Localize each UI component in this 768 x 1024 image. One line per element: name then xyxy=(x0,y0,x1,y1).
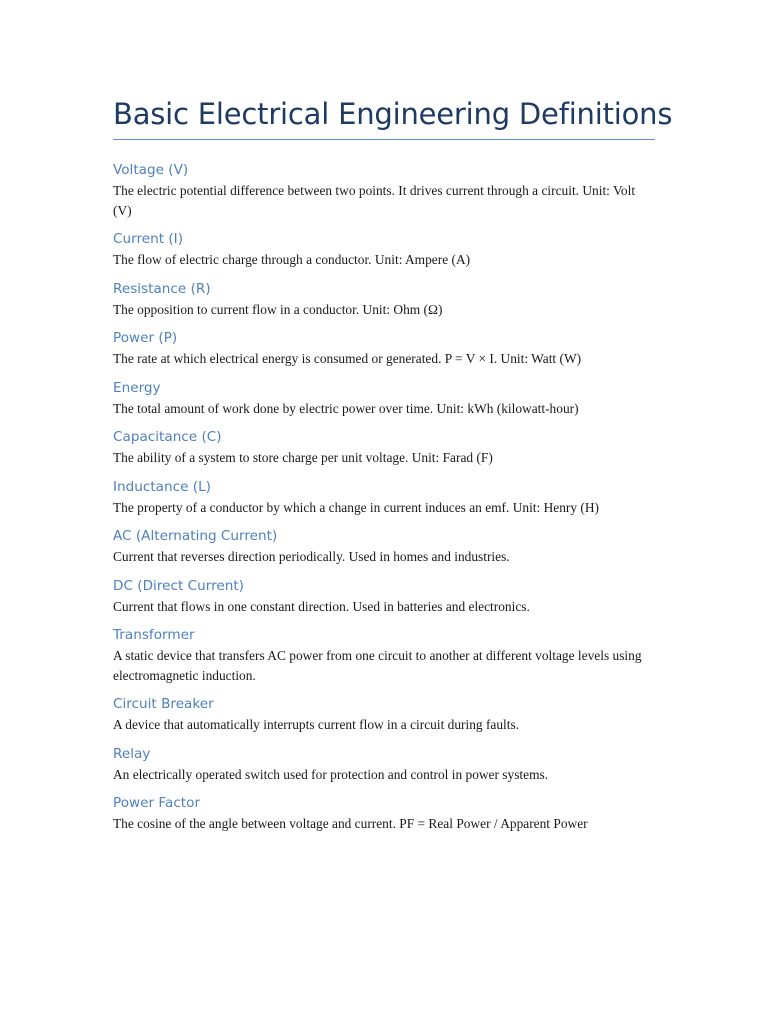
term-heading: Capacitance (C) xyxy=(113,429,222,445)
definition-entry-capacitance xyxy=(113,426,656,468)
definition-text: The opposition to current flow in a conductor. Unit: Ohm (Ω) xyxy=(113,301,443,317)
page-title: Basic Electrical Engineering Definitions xyxy=(113,97,673,131)
term-heading: Inductance (L) xyxy=(113,478,211,495)
term-heading: Relay xyxy=(113,745,151,762)
term-heading: AC (Alternating Current) xyxy=(113,528,278,544)
definition-entry-power xyxy=(113,327,656,369)
definition-text: The cosine of the angle between voltage and current. PF = Real Power / Apparent Power xyxy=(113,816,588,831)
term-heading: Resistance (R) xyxy=(113,280,211,297)
definition-text: A device that automatically interrupts current flow in a circuit during faults. xyxy=(113,717,520,732)
definition-text: The electric potential difference between two points. It drives current through a circuit. Unit: Volt (V) xyxy=(113,183,636,218)
definition-entry-inductance xyxy=(113,476,656,518)
term-heading: Circuit Breaker xyxy=(113,696,214,712)
definition-entry-transformer xyxy=(113,624,656,685)
term-heading: Transformer xyxy=(113,627,195,643)
definition-text: Current that flows in one constant direction. Used in batteries and electronics. xyxy=(113,598,530,614)
definition-entry-energy xyxy=(113,377,656,419)
term-heading: Energy xyxy=(113,379,161,396)
term-heading: Power (P) xyxy=(113,330,178,346)
definition-text: A static device that transfers AC power from one circuit to another at different voltage levels using electromagnetic induction. xyxy=(113,648,642,683)
definition-text: The flow of electric charge through a conductor. Unit: Ampere (A) xyxy=(113,252,471,267)
definition-entry-current xyxy=(113,228,656,270)
definition-text: An electrically operated switch used for protection and control in power systems. xyxy=(113,766,549,782)
definition-text: Current that reverses direction periodically. Used in homes and industries. xyxy=(113,549,510,564)
definition-text: The property of a conductor by which a change in current induces an emf. Unit: Henry (H) xyxy=(113,499,599,515)
definition-entry-relay xyxy=(113,743,656,785)
definition-entry-ac xyxy=(113,525,656,567)
term-heading: DC (Direct Current) xyxy=(113,577,244,594)
definition-text: The rate at which electrical energy is consumed or generated. P = V × I. Unit: Watt (W) xyxy=(113,351,582,366)
definition-entry-dc xyxy=(113,575,656,617)
term-heading: Power Factor xyxy=(113,795,201,811)
definitions-list xyxy=(113,159,656,842)
definition-entry-circuit-breaker xyxy=(113,693,656,735)
definition-entry-resistance xyxy=(113,278,656,320)
definition-text: The ability of a system to store charge per unit voltage. Unit: Farad (F) xyxy=(113,450,493,465)
definition-text: The total amount of work done by electric power over time. Unit: kWh (kilowatt-hour) xyxy=(113,400,579,416)
term-heading: Current (I) xyxy=(113,231,183,247)
title-divider xyxy=(113,139,655,140)
definition-entry-power-factor xyxy=(113,792,656,834)
definition-entry-voltage xyxy=(113,159,656,220)
term-heading: Voltage (V) xyxy=(113,162,189,178)
